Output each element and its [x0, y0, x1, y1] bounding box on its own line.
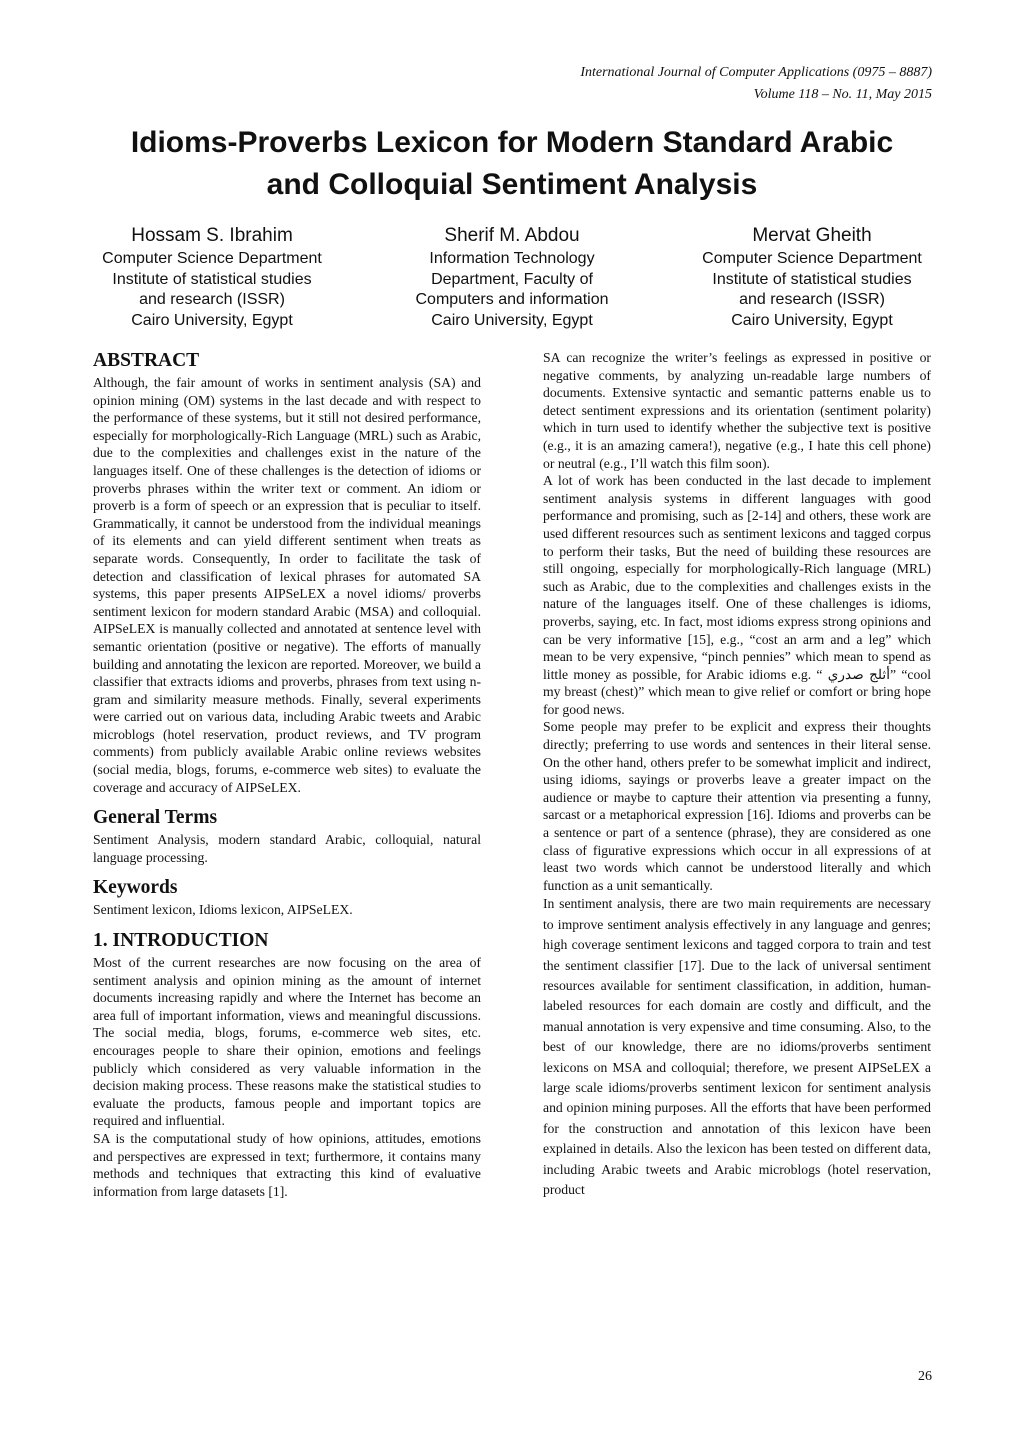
- author-affiliation-line: Computers and information: [415, 291, 609, 308]
- author-affiliation-line: Cairo University, Egypt: [131, 311, 293, 329]
- general-terms-text: Sentiment Analysis, modern standard Arabic, colloquial, natural language processing.: [93, 832, 481, 865]
- keywords-heading: Keywords: [93, 877, 178, 899]
- author-affiliation-line: Department, Faculty of: [431, 270, 593, 288]
- right-column: [543, 349, 931, 1201]
- paper-title: [60, 122, 964, 206]
- author-block: [90, 222, 334, 331]
- journal-name: International Journal of Computer Applications (0975 – 8887): [580, 65, 932, 80]
- body-paragraph: In sentiment analysis, there are two main requirements are necessary to improve sentiment analysis effectively in any language and genres; high coverage sentiment lexicons and tagged corpora to train and test the sentiment classifier [17]. Due to the lack of universal sentiment resources available for sentiment classification, in addition, human-labeled resources for each domain are costly and difficult, and the manual annotation is very expensive and time consuming. Also, to the best of our knowledge, there are no idioms/proverbs sentiment lexicons on MSA and colloquial; therefore, we present AIPSeLEX a large scale idioms/proverbs sentiment lexicon for sentiment analysis and opinion mining purposes. All the efforts that have been performed for the construction and annotation of this lexicon have been explained in details. Also the lexicon has been tested on different data, including Arabic tweets and Arabic microblogs (hotel reservation, product: [543, 896, 931, 1198]
- general-terms-heading: General Terms: [93, 807, 218, 829]
- page-number: 26: [918, 1369, 932, 1384]
- author-affiliation-line: Institute of statistical studies: [112, 270, 312, 288]
- author-block: [392, 222, 632, 331]
- abstract-heading: ABSTRACT: [93, 350, 200, 371]
- introduction-paragraph: Most of the current researches are now focusing on the area of sentiment analysis and opinion mining as the amount of internet documents increasing rapidly and where the Internet has become an area full of important information, views and meaningful discussions. The social media, blogs, forums, e-commerce web sites, etc. encourages people to share their opinion, emotions and feelings publicly which considered as very valuable information in the decision making process. These reasons make the statistical studies to evaluate the products, famous people and important topics are required and influential.: [93, 955, 481, 1129]
- title-line-1: Idioms-Proverbs Lexicon for Modern Standard Arabic: [130, 126, 894, 159]
- body-paragraph: SA can recognize the writer’s feelings as expressed in positive or negative comments, by analyzing un-readable large numbers of documents. Extensive syntactic and semantic patterns enable us to detect sentiment expressions and its orientation (sentiment polarity) which in turn used to identify whether the subjective text is positive (e.g., it is an amazing camera!), negative (e.g., I hate this cell phone) or neutral (e.g., I’ll watch this film soon).: [543, 350, 931, 471]
- introduction-paragraph: SA is the computational study of how opinions, attitudes, emotions and perspectives are expressed in text; furthermore, it contains many methods and techniques that extracting this kind of evaluative information from large datasets [1].: [93, 1130, 481, 1199]
- abstract-text: Although, the fair amount of works in sentiment analysis (SA) and opinion mining (OM) systems in the last decade and with respect to the performance of these systems, but it still not desired performance, especially for morphologically-Rich Language (MRL) such as Arabic, due to the complexities and challenges exist in the nature of the languages itself. One of these challenges is the detection of idioms or proverbs phrases within the writer text or comment. An idiom or proverb is a form of speech or an expression that is peculiar to itself. Grammatically, it cannot be understood from the individual meanings of its elements and can yield different sentiment when treats as separate words. Consequently, In order to facilitate the task of detection and classification of lexical phrases for automated SA systems, this paper presents AIPSeLEX a novel idioms/ proverbs sentiment lexicon for modern standard Arabic (MSA) and colloquial. AIPSeLEX is manually collected and annotated at sentence level with semantic orientation (positive or negative). The efforts of manually building and annotating the lexicon are reported. Moreover, we build a classifier that extracts idioms and proverbs, phrases from text using n-gram and similarity measure methods. Finally, several experiments were carried out on various data, including Arabic tweets and Arabic microblogs (hotel reservation, product reviews, and TV program comments) from publicly available Arabic online reviews websites (social media, blogs, forums, e-commerce web sites) to evaluate the coverage and accuracy of AIPSeLEX.: [93, 375, 481, 795]
- author-block: [690, 222, 934, 331]
- author-name: Hossam S. Ibrahim: [131, 225, 293, 246]
- body-paragraph: A lot of work has been conducted in the last decade to implement sentiment analysis systems in different languages with good performance and promising, such as [2-14] and others, these work are used different resources such as sentiment lexicons and tagged corpus to perform their tasks, But the need of building these resources are still ongoing, especially for morphologically-Rich language (MRL) such as Arabic, due to the complexities and challenges exists in the nature of the languages itself. One of these challenges is idioms, proverbs, saying, etc. In fact, most idioms express strong opinions and can be very informative [15], e.g., “cost an arm and a leg” which mean to be very expensive, “pinch pennies” which mean to spend as little money as possible, for Arabic idioms e.g. “ أثلج صدري” “cool my breast (chest)” which mean to give relief or comfort or bring hope for good news.: [543, 473, 931, 717]
- author-affiliation-line: Cairo University, Egypt: [431, 311, 593, 329]
- left-column: [93, 348, 481, 1200]
- author-name: Mervat Gheith: [752, 225, 872, 246]
- introduction-heading: 1. INTRODUCTION: [93, 930, 269, 952]
- keywords-text: Sentiment lexicon, Idioms lexicon, AIPSeLEX.: [93, 902, 353, 918]
- author-affiliation-line: and research (ISSR): [739, 291, 885, 308]
- author-affiliation-line: Institute of statistical studies: [712, 270, 912, 288]
- author-affiliation-line: Cairo University, Egypt: [731, 311, 893, 329]
- journal-volume: Volume 118 – No. 11, May 2015: [753, 87, 932, 102]
- author-affiliation-line: and research (ISSR): [139, 291, 285, 308]
- journal-header: [580, 62, 932, 106]
- author-affiliation-line: Information Technology: [429, 250, 595, 267]
- author-affiliation-line: Computer Science Department: [102, 250, 322, 267]
- author-name: Sherif M. Abdou: [444, 225, 580, 246]
- author-affiliation-line: Computer Science Department: [702, 250, 922, 267]
- title-line-2: and Colloquial Sentiment Analysis: [266, 168, 758, 201]
- body-paragraph: Some people may prefer to be explicit and express their thoughts directly; preferring to use words and sentences in their literal sense. On the other hand, others prefer to be somewhat implicit and indirect, using idioms, sayings or proverbs leave a greater impact on the audience or maybe to capture their attention via presenting a funny, sarcast or a metaphorical expression [16]. Idioms and proverbs can be a sentence or part of a sentence (phrase), they are considered as one class of figurative expressions which occur in all expressions of at least two words which cannot be understood literally and which function as a unit semantically.: [543, 719, 931, 893]
